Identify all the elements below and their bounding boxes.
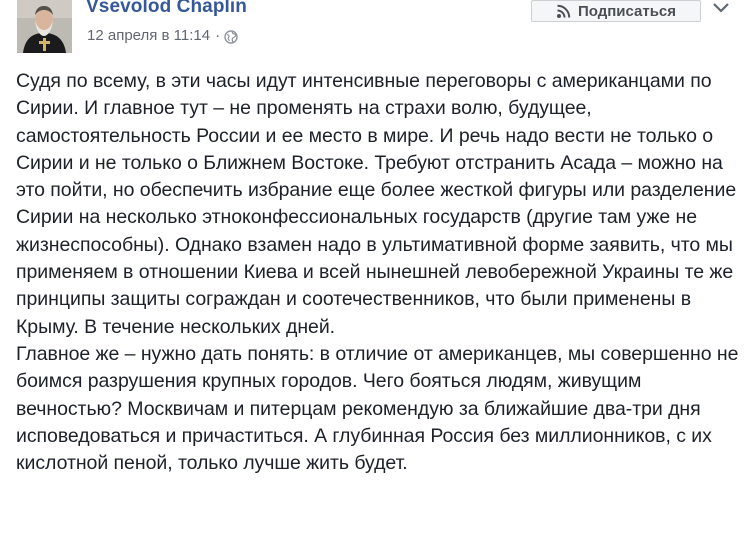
avatar[interactable] (17, 0, 72, 53)
chevron-down-icon[interactable] (709, 0, 733, 18)
avatar-image (17, 0, 72, 53)
rss-icon (556, 4, 571, 19)
subscribe-button[interactable] (531, 0, 701, 22)
author-name-link[interactable]: Vsevolod Chaplin (86, 0, 248, 17)
post-header (17, 0, 737, 56)
globe-icon[interactable] (224, 30, 238, 44)
subscribe-label: Подписаться (577, 2, 677, 20)
post-meta (87, 27, 238, 44)
post-paragraph-1: Судя по всему, в эти часы идут интенсивные переговоры с американцами по Сирии. И главное тут – не променять на страхи волю, будущее, самостоятельность России и ее место в мире. И речь надо вести не только о Сирии и не только о Ближнем Востоке. Требуют отстранить Асада – можно на это пойти, но обеспечить избрание еще более жесткой фигуры или разделение Сирии на несколько этноконфессиональных государств (другие там уже не жизнеспособны). Однако взамен надо в ультимативной форме заявить, что мы применяем в отношении Киева и всей нынешней левобережной Украины те же принципы защиты сограждан и соотечественников, что были применены в Крыму. В течение нескольких дней. (16, 70, 737, 338)
post-timestamp[interactable]: 12 апреля в 11:14 (87, 27, 211, 44)
meta-separator: · (215, 27, 221, 44)
post-text (16, 68, 740, 477)
post-paragraph-2: Главное же – нужно дать понять: в отличие от американцев, мы совершенно не боимся разрушения крупных городов. Чего бояться людям, живущим вечностью? Москвичам и питерцам рекомендую за ближайшие два-три дня исповедоваться и причаститься. А глубинная Россия без миллионников, с их кислотной пеной, только лучше жить будет. (16, 342, 739, 475)
